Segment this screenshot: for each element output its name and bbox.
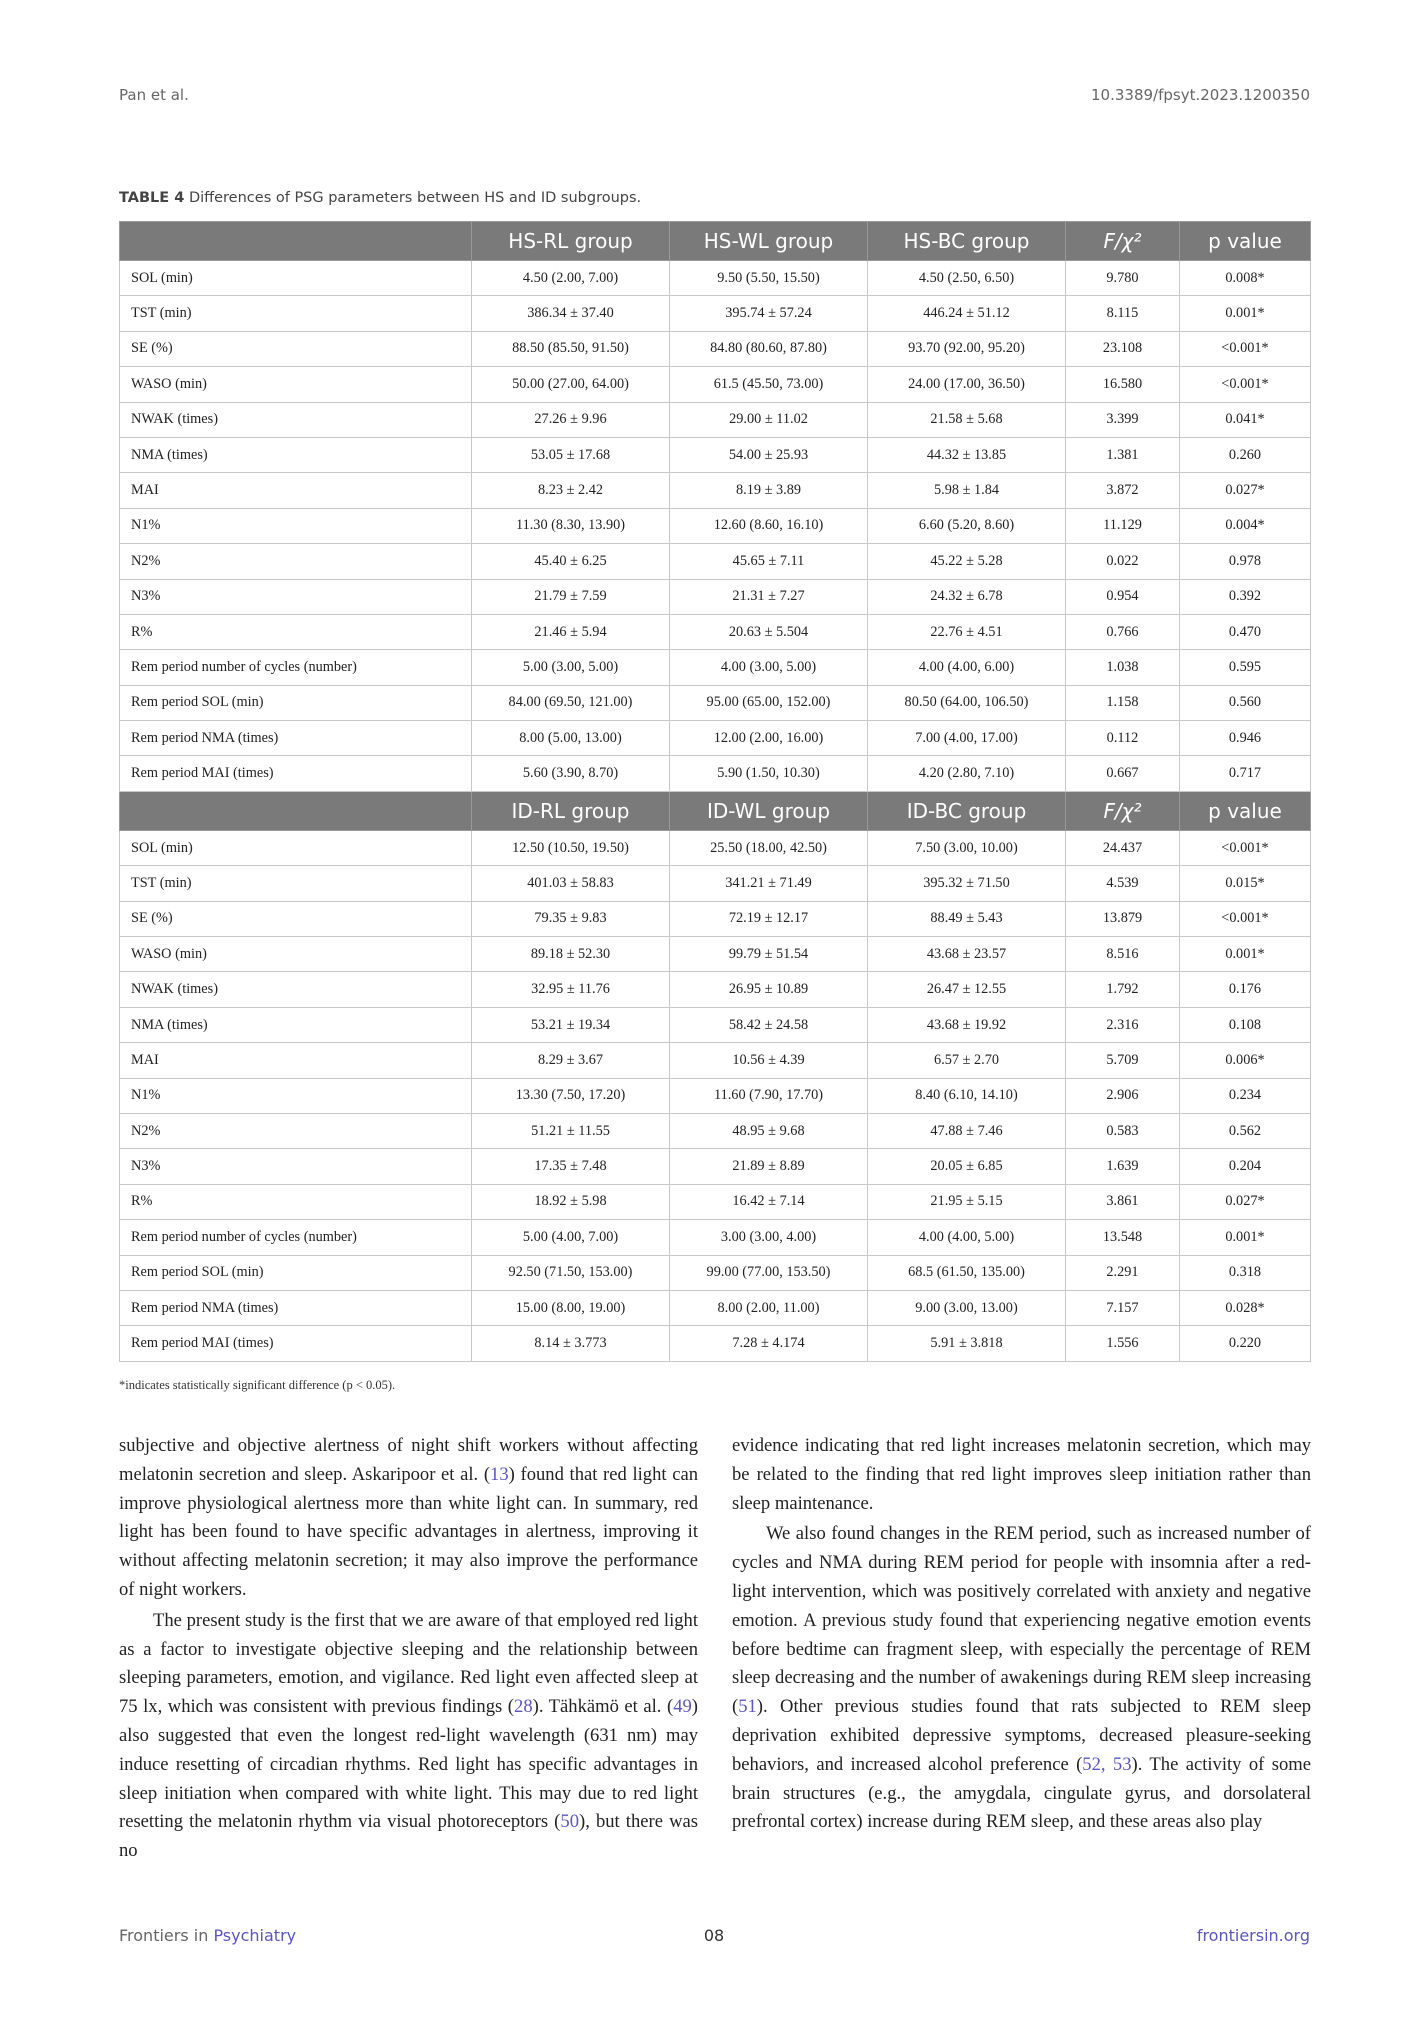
hs-header-row xyxy=(120,222,1311,261)
row-label: SOL (min) xyxy=(120,830,472,865)
table-cell: 3.399 xyxy=(1066,402,1180,437)
table-cell: 0.717 xyxy=(1180,756,1311,791)
citation-link[interactable]: 28 xyxy=(514,1696,533,1718)
table-cell: 0.006* xyxy=(1180,1043,1311,1078)
table-cell: 4.50 (2.50, 6.50) xyxy=(868,261,1066,296)
table-cell: 0.001* xyxy=(1180,1220,1311,1255)
row-label: NWAK (times) xyxy=(120,402,472,437)
row-label: R% xyxy=(120,1184,472,1219)
table-caption-label: TABLE 4 xyxy=(119,190,185,206)
table-cell: 13.548 xyxy=(1066,1220,1180,1255)
table-cell: 4.00 (4.00, 5.00) xyxy=(868,1220,1066,1255)
table-cell: 50.00 (27.00, 64.00) xyxy=(472,367,670,402)
body-column-left xyxy=(119,1432,698,1866)
row-label: WASO (min) xyxy=(120,937,472,972)
table-cell: 1.556 xyxy=(1066,1326,1180,1361)
table-cell: <0.001* xyxy=(1180,367,1311,402)
table-cell: 8.29 ± 3.67 xyxy=(472,1043,670,1078)
column-header xyxy=(120,222,472,261)
table-cell: 84.00 (69.50, 121.00) xyxy=(472,685,670,720)
table-cell: 0.028* xyxy=(1180,1290,1311,1325)
row-label: Rem period number of cycles (number) xyxy=(120,650,472,685)
table-cell: 9.00 (3.00, 13.00) xyxy=(868,1290,1066,1325)
table-cell: 21.58 ± 5.68 xyxy=(868,402,1066,437)
table-cell: 92.50 (71.50, 153.00) xyxy=(472,1255,670,1290)
footer-site-link[interactable]: frontiersin.org xyxy=(1196,1926,1310,1945)
row-label: TST (min) xyxy=(120,866,472,901)
row-label: NWAK (times) xyxy=(120,972,472,1007)
column-header: ID-RL group xyxy=(472,791,670,830)
table-cell: 0.220 xyxy=(1180,1326,1311,1361)
running-head-doi: 10.3389/fpsyt.2023.1200350 xyxy=(1091,86,1310,104)
row-label: SE (%) xyxy=(120,331,472,366)
table-cell: 80.50 (64.00, 106.50) xyxy=(868,685,1066,720)
table-cell: 44.32 ± 13.85 xyxy=(868,437,1066,472)
table-cell: <0.001* xyxy=(1180,830,1311,865)
body-column-right xyxy=(732,1432,1311,1837)
table-cell: 9.50 (5.50, 15.50) xyxy=(670,261,868,296)
column-header xyxy=(120,791,472,830)
row-label: Rem period SOL (min) xyxy=(120,1255,472,1290)
table-cell: 0.260 xyxy=(1180,437,1311,472)
paragraph: subjective and objective alertness of night shift workers without affecting melatonin secretion and sleep. Askaripoor et al. (13) found that red light can improve physiological alertness more than white light can. In summary, red light has been found to have specific advantages in alertness, improving it without affecting melatonin secretion; it may also improve the performance of night workers. xyxy=(119,1435,699,1600)
table-row xyxy=(120,544,1311,579)
table-cell: 0.001* xyxy=(1180,937,1311,972)
table-row xyxy=(120,402,1311,437)
table-cell: 45.65 ± 7.11 xyxy=(670,544,868,579)
table-cell: 0.318 xyxy=(1180,1255,1311,1290)
table-cell: 9.780 xyxy=(1066,261,1180,296)
id-header-row xyxy=(120,791,1311,830)
table-cell: 11.30 (8.30, 13.90) xyxy=(472,508,670,543)
table-cell: 24.32 ± 6.78 xyxy=(868,579,1066,614)
table-footnote: *indicates statistically significant difference (p < 0.05). xyxy=(119,1378,396,1392)
table-row xyxy=(120,972,1311,1007)
table-cell: 47.88 ± 7.46 xyxy=(868,1113,1066,1148)
table-cell: 79.35 ± 9.83 xyxy=(472,901,670,936)
row-label: NMA (times) xyxy=(120,437,472,472)
table-cell: 24.00 (17.00, 36.50) xyxy=(868,367,1066,402)
table-cell: <0.001* xyxy=(1180,331,1311,366)
table-cell: 21.95 ± 5.15 xyxy=(868,1184,1066,1219)
table-cell: 446.24 ± 51.12 xyxy=(868,296,1066,331)
table-cell: 88.49 ± 5.43 xyxy=(868,901,1066,936)
table-cell: 0.946 xyxy=(1180,721,1311,756)
column-header: ID-BC group xyxy=(868,791,1066,830)
table-cell: 0.027* xyxy=(1180,1184,1311,1219)
table-cell: 0.176 xyxy=(1180,972,1311,1007)
table-cell: 7.50 (3.00, 10.00) xyxy=(868,830,1066,865)
table-cell: 21.31 ± 7.27 xyxy=(670,579,868,614)
table-row xyxy=(120,1290,1311,1325)
table-cell: 45.40 ± 6.25 xyxy=(472,544,670,579)
table-cell: 93.70 (92.00, 95.20) xyxy=(868,331,1066,366)
table-cell: 1.639 xyxy=(1066,1149,1180,1184)
footer-journal-name: Psychiatry xyxy=(213,1926,297,1945)
table-cell: 341.21 ± 71.49 xyxy=(670,866,868,901)
table-cell: 0.954 xyxy=(1066,579,1180,614)
table-row xyxy=(120,367,1311,402)
table-cell: 0.595 xyxy=(1180,650,1311,685)
table-row xyxy=(120,721,1311,756)
table-cell: 6.57 ± 2.70 xyxy=(868,1043,1066,1078)
table-cell: 2.906 xyxy=(1066,1078,1180,1113)
row-label: Rem period MAI (times) xyxy=(120,756,472,791)
table-row xyxy=(120,1078,1311,1113)
table-cell: 8.00 (2.00, 11.00) xyxy=(670,1290,868,1325)
table-cell: 26.47 ± 12.55 xyxy=(868,972,1066,1007)
column-header: HS-BC group xyxy=(868,222,1066,261)
table-cell: 61.5 (45.50, 73.00) xyxy=(670,367,868,402)
table-cell: 8.14 ± 3.773 xyxy=(472,1326,670,1361)
table-cell: 0.978 xyxy=(1180,544,1311,579)
table-cell: <0.001* xyxy=(1180,901,1311,936)
table-caption xyxy=(119,190,641,206)
table-cell: 4.539 xyxy=(1066,866,1180,901)
table-cell: 3.00 (3.00, 4.00) xyxy=(670,1220,868,1255)
table-cell: 20.05 ± 6.85 xyxy=(868,1149,1066,1184)
row-label: NMA (times) xyxy=(120,1007,472,1042)
column-header: F/χ² xyxy=(1066,222,1180,261)
table-cell: 8.23 ± 2.42 xyxy=(472,473,670,508)
column-header: ID-WL group xyxy=(670,791,868,830)
table-cell: 395.32 ± 71.50 xyxy=(868,866,1066,901)
table-cell: 3.872 xyxy=(1066,473,1180,508)
table-row xyxy=(120,1220,1311,1255)
table-cell: 99.79 ± 51.54 xyxy=(670,937,868,972)
table-cell: 68.5 (61.50, 135.00) xyxy=(868,1255,1066,1290)
table-cell: 7.157 xyxy=(1066,1290,1180,1325)
table-row xyxy=(120,830,1311,865)
table-cell: 8.00 (5.00, 13.00) xyxy=(472,721,670,756)
footer-journal-prefix: Frontiers in xyxy=(119,1926,209,1945)
table-cell: 0.560 xyxy=(1180,685,1311,720)
table-cell: 5.709 xyxy=(1066,1043,1180,1078)
paragraph: evidence indicating that red light increases melatonin secretion, which may be related to the finding that red light improves sleep initiation rather than sleep maintenance. xyxy=(732,1435,1311,1514)
table-cell: 0.001* xyxy=(1180,296,1311,331)
table-cell: 5.60 (3.90, 8.70) xyxy=(472,756,670,791)
table-cell: 54.00 ± 25.93 xyxy=(670,437,868,472)
table-row xyxy=(120,331,1311,366)
row-label: N3% xyxy=(120,579,472,614)
table-cell: 401.03 ± 58.83 xyxy=(472,866,670,901)
table-caption-text: Differences of PSG parameters between HS and ID subgroups. xyxy=(188,190,642,206)
column-header: F/χ² xyxy=(1066,791,1180,830)
row-label: N3% xyxy=(120,1149,472,1184)
table-row xyxy=(120,1326,1311,1361)
row-label: Rem period number of cycles (number) xyxy=(120,1220,472,1255)
table-row xyxy=(120,1043,1311,1078)
table-cell: 21.79 ± 7.59 xyxy=(472,579,670,614)
table-cell: 0.027* xyxy=(1180,473,1311,508)
row-label: N1% xyxy=(120,508,472,543)
table-cell: 4.50 (2.00, 7.00) xyxy=(472,261,670,296)
table-row xyxy=(120,1113,1311,1148)
row-label: MAI xyxy=(120,1043,472,1078)
table-row xyxy=(120,473,1311,508)
table-row xyxy=(120,579,1311,614)
table-cell: 29.00 ± 11.02 xyxy=(670,402,868,437)
row-label: TST (min) xyxy=(120,296,472,331)
table-cell: 12.60 (8.60, 16.10) xyxy=(670,508,868,543)
table-row xyxy=(120,901,1311,936)
citation-link[interactable]: 51 xyxy=(738,1696,757,1718)
table-cell: 10.56 ± 4.39 xyxy=(670,1043,868,1078)
table-cell: 72.19 ± 12.17 xyxy=(670,901,868,936)
citation-link[interactable]: 13 xyxy=(490,1463,509,1485)
table-cell: 386.34 ± 37.40 xyxy=(472,296,670,331)
table-row xyxy=(120,937,1311,972)
table-cell: 8.115 xyxy=(1066,296,1180,331)
table-cell: 4.00 (3.00, 5.00) xyxy=(670,650,868,685)
table-cell: 22.76 ± 4.51 xyxy=(868,614,1066,649)
table-cell: 8.516 xyxy=(1066,937,1180,972)
row-label: N2% xyxy=(120,1113,472,1148)
table-cell: 20.63 ± 5.504 xyxy=(670,614,868,649)
column-header: p value xyxy=(1180,791,1311,830)
table-cell: 17.35 ± 7.48 xyxy=(472,1149,670,1184)
table-cell: 6.60 (5.20, 8.60) xyxy=(868,508,1066,543)
table-cell: 13.30 (7.50, 17.20) xyxy=(472,1078,670,1113)
table-cell: 58.42 ± 24.58 xyxy=(670,1007,868,1042)
table-cell: 5.90 (1.50, 10.30) xyxy=(670,756,868,791)
table-cell: 11.129 xyxy=(1066,508,1180,543)
table-cell: 4.20 (2.80, 7.10) xyxy=(868,756,1066,791)
table-cell: 45.22 ± 5.28 xyxy=(868,544,1066,579)
table-cell: 5.98 ± 1.84 xyxy=(868,473,1066,508)
table-cell: 16.42 ± 7.14 xyxy=(670,1184,868,1219)
table-cell: 12.50 (10.50, 19.50) xyxy=(472,830,670,865)
table-row xyxy=(120,508,1311,543)
row-label: WASO (min) xyxy=(120,367,472,402)
table-row xyxy=(120,1007,1311,1042)
table-cell: 21.46 ± 5.94 xyxy=(472,614,670,649)
table-cell: 0.562 xyxy=(1180,1113,1311,1148)
table-cell: 0.108 xyxy=(1180,1007,1311,1042)
table-cell: 23.108 xyxy=(1066,331,1180,366)
table-cell: 0.667 xyxy=(1066,756,1180,791)
table-cell: 1.792 xyxy=(1066,972,1180,1007)
table-row xyxy=(120,1149,1311,1184)
table-cell: 95.00 (65.00, 152.00) xyxy=(670,685,868,720)
table-cell: 84.80 (80.60, 87.80) xyxy=(670,331,868,366)
table-cell: 43.68 ± 23.57 xyxy=(868,937,1066,972)
table-cell: 8.40 (6.10, 14.10) xyxy=(868,1078,1066,1113)
table-cell: 5.00 (3.00, 5.00) xyxy=(472,650,670,685)
table-cell: 0.392 xyxy=(1180,579,1311,614)
table-cell: 0.015* xyxy=(1180,866,1311,901)
table-cell: 0.112 xyxy=(1066,721,1180,756)
table-row xyxy=(120,685,1311,720)
table-row xyxy=(120,261,1311,296)
column-header: HS-WL group xyxy=(670,222,868,261)
table-cell: 0.041* xyxy=(1180,402,1311,437)
table-cell: 32.95 ± 11.76 xyxy=(472,972,670,1007)
psg-table xyxy=(119,221,1311,1362)
table-cell: 43.68 ± 19.92 xyxy=(868,1007,1066,1042)
table-cell: 7.28 ± 4.174 xyxy=(670,1326,868,1361)
table-cell: 0.204 xyxy=(1180,1149,1311,1184)
table-cell: 2.291 xyxy=(1066,1255,1180,1290)
citation-link[interactable]: 52, 53 xyxy=(1082,1753,1132,1775)
table-cell: 53.05 ± 17.68 xyxy=(472,437,670,472)
table-cell: 4.00 (4.00, 6.00) xyxy=(868,650,1066,685)
row-label: SOL (min) xyxy=(120,261,472,296)
table-cell: 53.21 ± 19.34 xyxy=(472,1007,670,1042)
table-cell: 0.008* xyxy=(1180,261,1311,296)
row-label: Rem period NMA (times) xyxy=(120,1290,472,1325)
table-cell: 0.583 xyxy=(1066,1113,1180,1148)
table-row xyxy=(120,614,1311,649)
table-cell: 395.74 ± 57.24 xyxy=(670,296,868,331)
table-cell: 0.470 xyxy=(1180,614,1311,649)
row-label: Rem period NMA (times) xyxy=(120,721,472,756)
row-label: N2% xyxy=(120,544,472,579)
table-row xyxy=(120,866,1311,901)
table-cell: 88.50 (85.50, 91.50) xyxy=(472,331,670,366)
table-cell: 89.18 ± 52.30 xyxy=(472,937,670,972)
running-head-authors: Pan et al. xyxy=(119,86,189,104)
table-cell: 11.60 (7.90, 17.70) xyxy=(670,1078,868,1113)
table-row xyxy=(120,756,1311,791)
table-cell: 8.19 ± 3.89 xyxy=(670,473,868,508)
table-row xyxy=(120,650,1311,685)
table-cell: 2.316 xyxy=(1066,1007,1180,1042)
table-cell: 1.381 xyxy=(1066,437,1180,472)
row-label: MAI xyxy=(120,473,472,508)
footer-page-number: 08 xyxy=(703,1926,725,1945)
table-cell: 24.437 xyxy=(1066,830,1180,865)
table-cell: 21.89 ± 8.89 xyxy=(670,1149,868,1184)
table-cell: 12.00 (2.00, 16.00) xyxy=(670,721,868,756)
table-cell: 27.26 ± 9.96 xyxy=(472,402,670,437)
table-cell: 1.038 xyxy=(1066,650,1180,685)
paragraph: The present study is the first that we are aware of that employed red light as a factor to investigate objective sleeping and the relationship between sleeping parameters, emotion, and vigilance. Red light even affected sleep at 75 lx, which was consistent with previous findings (28). Tähkämö et al. (49) also suggested that even the longest red-light wavelength (631 nm) may induce resetting of circadian rhythms. Red light has specific advantages in sleep initiation when compared with white light. This may due to red light resetting the melatonin rhythm via visual photoreceptors (50), but there was no xyxy=(119,1609,698,1862)
table-cell: 7.00 (4.00, 17.00) xyxy=(868,721,1066,756)
table-cell: 0.022 xyxy=(1066,544,1180,579)
table-cell: 25.50 (18.00, 42.50) xyxy=(670,830,868,865)
row-label: Rem period SOL (min) xyxy=(120,685,472,720)
table-cell: 16.580 xyxy=(1066,367,1180,402)
table-cell: 13.879 xyxy=(1066,901,1180,936)
row-label: R% xyxy=(120,614,472,649)
citation-link[interactable]: 50 xyxy=(560,1811,579,1833)
table-cell: 51.21 ± 11.55 xyxy=(472,1113,670,1148)
table-row xyxy=(120,1255,1311,1290)
table-row xyxy=(120,1184,1311,1219)
row-label: Rem period MAI (times) xyxy=(120,1326,472,1361)
table-cell: 5.91 ± 3.818 xyxy=(868,1326,1066,1361)
table-cell: 0.766 xyxy=(1066,614,1180,649)
table-row xyxy=(120,437,1311,472)
paragraph: We also found changes in the REM period, such as increased number of cycles and NMA during REM period for people with insomnia after a red-light intervention, which was positively correlated with anxiety and negative emotion. A previous study found that experiencing negative emotion events before bedtime can fragment sleep, with especially the percentage of REM sleep decreasing and the number of awakenings during REM sleep increasing (51). Other previous studies found that rats subjected to REM sleep deprivation exhibited depressive symptoms, decreased pleasure-seeking behaviors, and increased alcohol preference (52, 53). The activity of some brain structures (e.g., the amygdala, cingulate gyrus, and dorsolateral prefrontal cortex) increase during REM sleep, and these areas also play xyxy=(732,1523,1311,1833)
table-cell: 3.861 xyxy=(1066,1184,1180,1219)
table-cell: 15.00 (8.00, 19.00) xyxy=(472,1290,670,1325)
table-cell: 26.95 ± 10.89 xyxy=(670,972,868,1007)
table-cell: 0.234 xyxy=(1180,1078,1311,1113)
table-row xyxy=(120,296,1311,331)
row-label: SE (%) xyxy=(120,901,472,936)
row-label: N1% xyxy=(120,1078,472,1113)
table-cell: 0.004* xyxy=(1180,508,1311,543)
column-header: p value xyxy=(1180,222,1311,261)
column-header: HS-RL group xyxy=(472,222,670,261)
table-cell: 1.158 xyxy=(1066,685,1180,720)
table-cell: 99.00 (77.00, 153.50) xyxy=(670,1255,868,1290)
table-cell: 18.92 ± 5.98 xyxy=(472,1184,670,1219)
citation-link[interactable]: 49 xyxy=(673,1696,692,1718)
table-cell: 5.00 (4.00, 7.00) xyxy=(472,1220,670,1255)
table-cell: 48.95 ± 9.68 xyxy=(670,1113,868,1148)
